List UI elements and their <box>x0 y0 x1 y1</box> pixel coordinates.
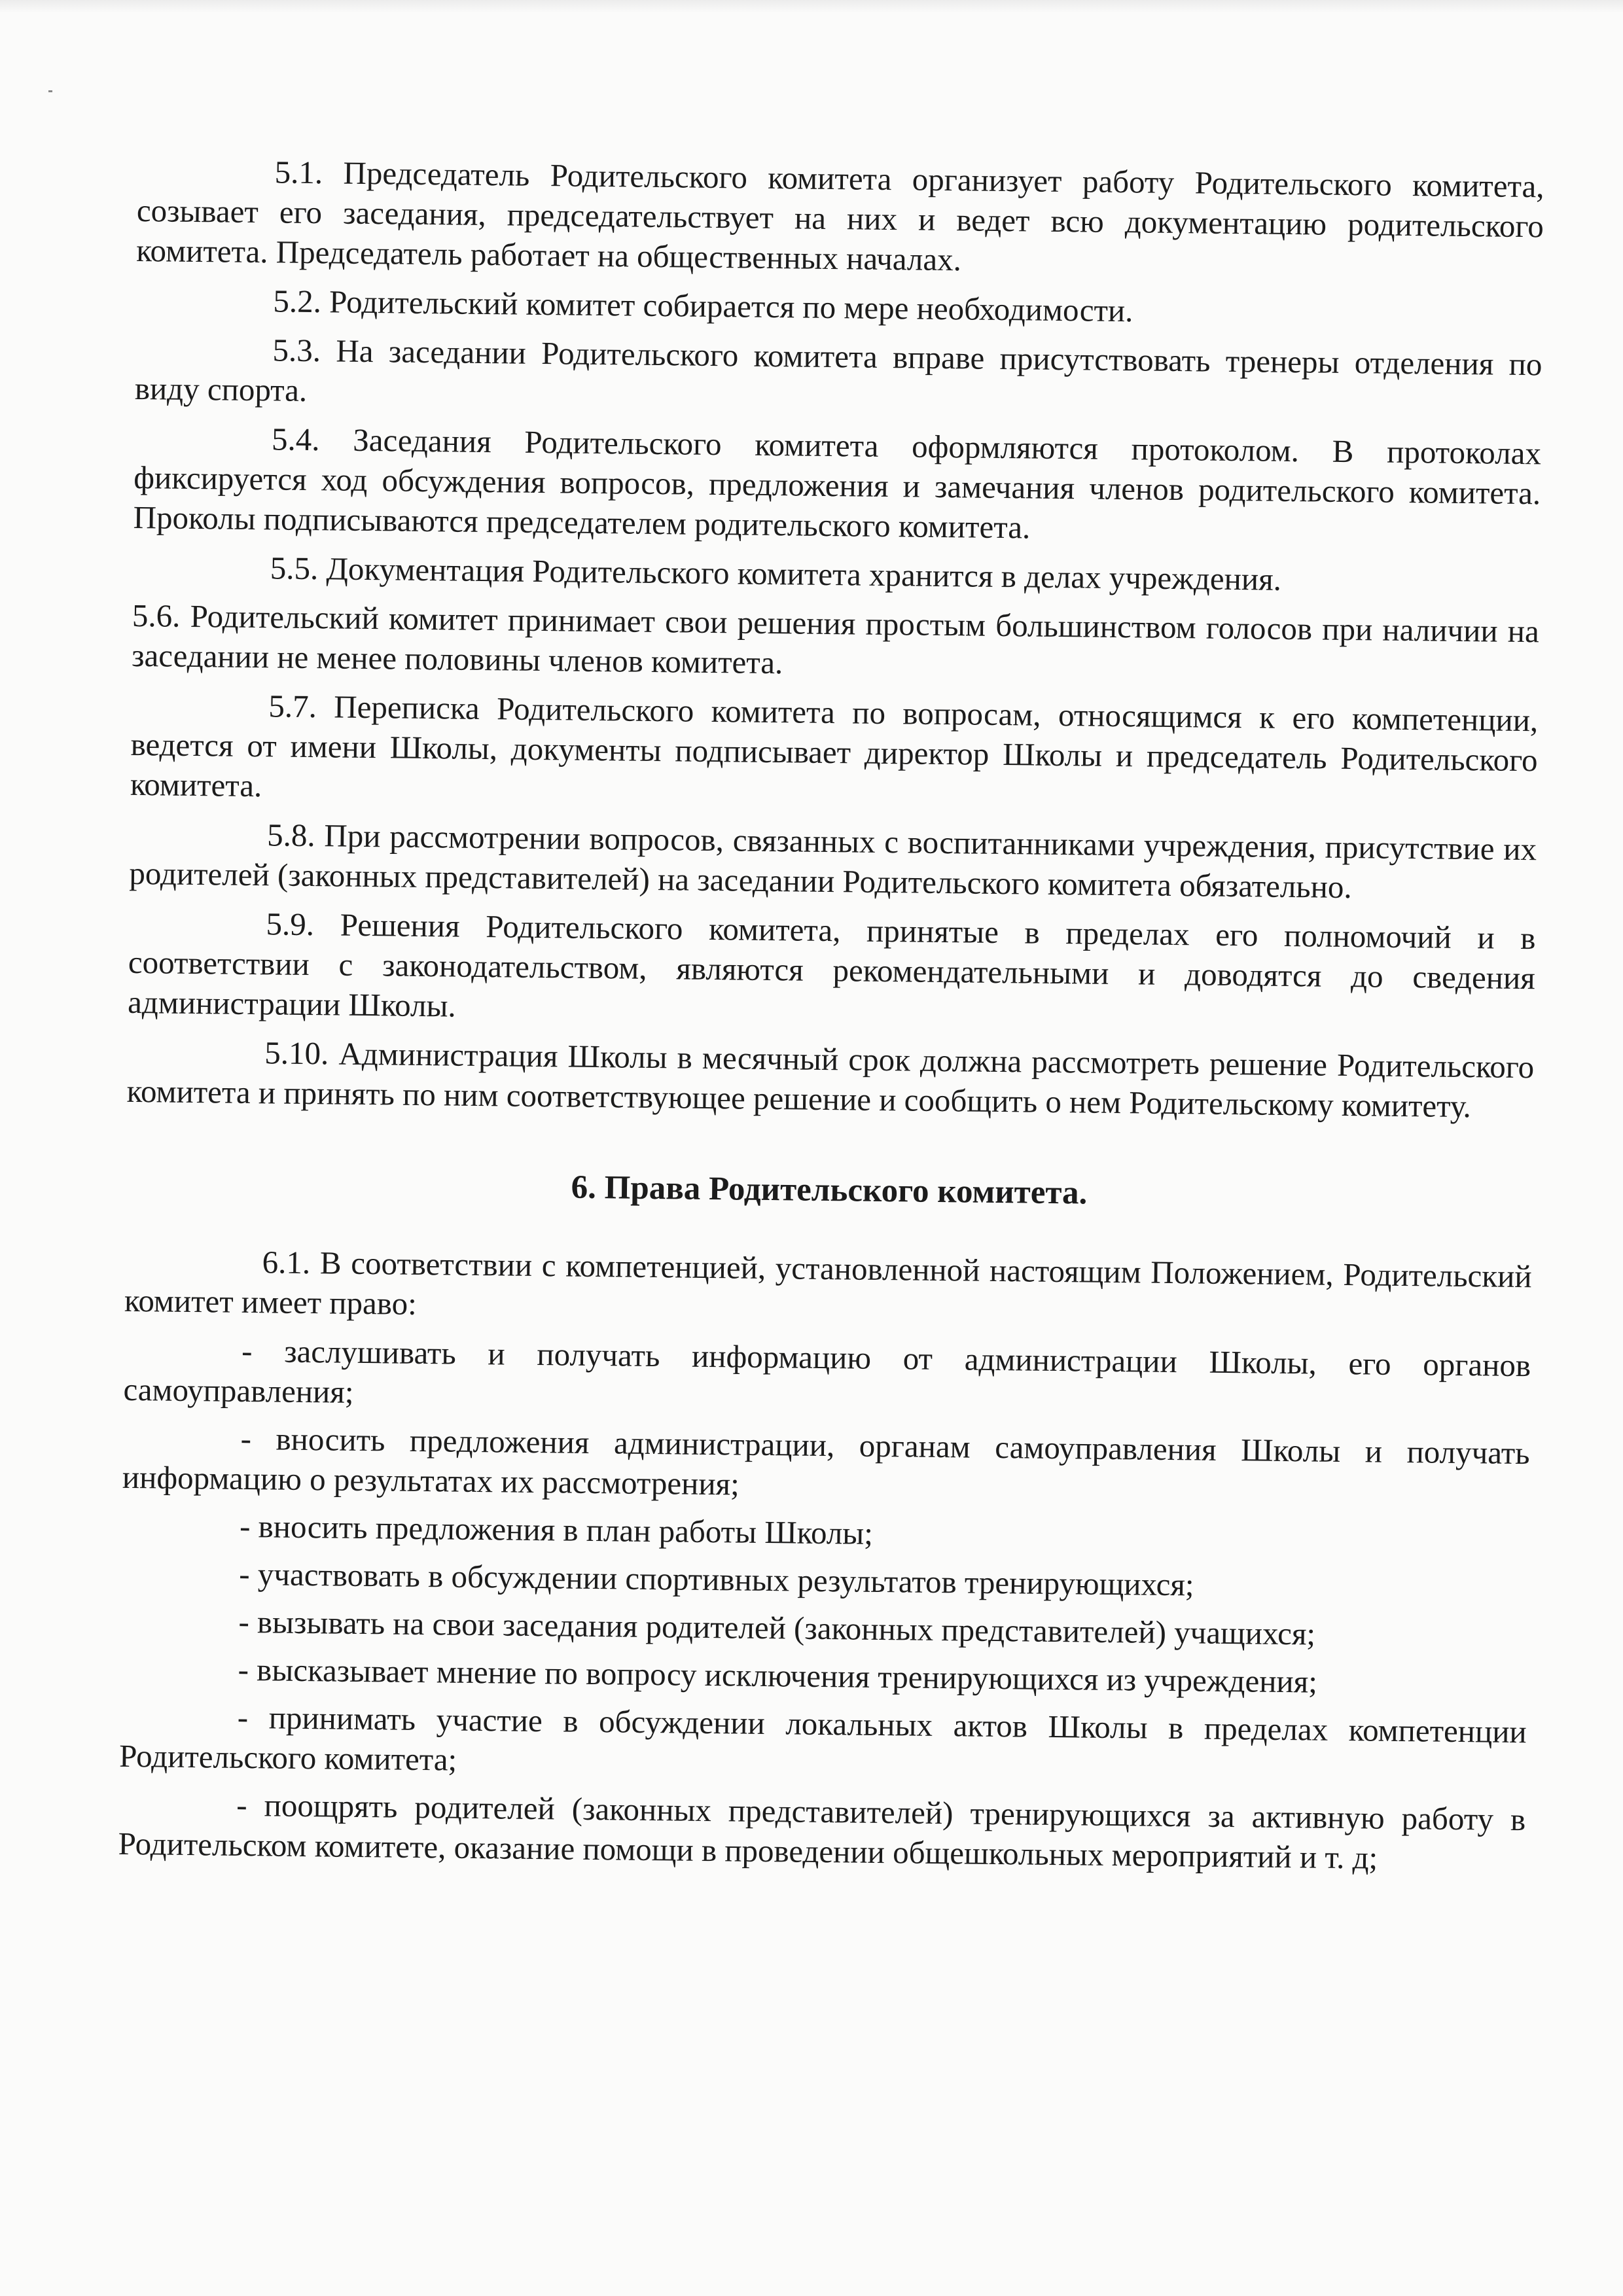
rights-list-item: - поощрять родителей (законных представителей) тренирующихся за активную работу в Родительском комитете, оказание помощи в проведении общешкольных мероприятий и т. д; <box>118 1786 1526 1876</box>
section-6-heading: 6. Права Родительского комитета. <box>571 1169 1088 1212</box>
paragraph-6-1: 6.1. В соответствии с компетенцией, установленной настоящим Положением, Родительский комитет имеет право: <box>124 1244 1532 1322</box>
paragraph-5-6: 5.6. Родительский комитет принимает свои решения простым большинством голосов при наличии на заседании не менее половины членов комитета. <box>131 597 1540 681</box>
paragraph-5-10: 5.10. Администрация Школы в месячный срок должна рассмотреть решение Родительского комитета и принять по ним соответствующее решение и сообщить о нем Родительскому комитету. <box>126 1034 1535 1125</box>
rights-list-item: - вносить предложения администрации, органам самоуправления Школы и получать информацию о результатах их рассмотрения; <box>122 1420 1530 1502</box>
paragraph-5-3: 5.3. На заседании Родительского комитета вправе присутствовать тренеры отделения по виду спорта. <box>134 332 1543 408</box>
paragraph-5-4: 5.4. Заседания Родительского комитета оформляются протоколом. В протоколах фиксируется ход обсуждения вопросов, предложения и замечания членов родительского комитета. Проколы подписываются председателем родительского комитета. <box>133 421 1542 546</box>
paragraph-5-8: 5.8. При рассмотрении вопросов, связанных с воспитанниками учреждения, присутствие их родителей (законных представителей) на заседании Родительского комитета обязательно. <box>129 817 1537 906</box>
paragraph-5-9: 5.9. Решения Родительского комитета, принятые в пределах его полномочий и в соответствии с законодательством, являются рекомендательными и доводятся до сведения администрации Школы. <box>127 906 1536 1024</box>
paragraph-5-7: 5.7. Переписка Родительского комитета по вопросам, относящимся к его компетенции, ведется от имени Школы, документы подписывает директор Школы и председатель Родительского комитета. <box>130 688 1539 804</box>
document-body <box>118 150 1544 1887</box>
paragraph-5-5: 5.5. Документация Родительского комитета хранится в делах учреждения. <box>270 550 1282 597</box>
rights-list-item: - высказывает мнение по вопросу исключения тренирующихся из учреждения; <box>238 1651 1318 1700</box>
paragraph-5-1: 5.1. Председатель Родительского комитета организует работу Родительского комитета, созывает его заседания, председательствует на них и ведет всю документацию родительского комитета. Председатель работает на общественных началах. <box>135 154 1544 278</box>
rights-list-item: - участвовать в обсуждении спортивных результатов тренирующихся; <box>239 1555 1194 1603</box>
scan-top-edge <box>0 0 1623 13</box>
rights-list-item: - принимать участие в обсуждении локальных актов Школы в пределах компетенции Родительского комитета; <box>118 1699 1527 1778</box>
rights-list-item: - заслушивать и получать информацию от администрации Школы, его органов самоуправления; <box>123 1332 1531 1410</box>
rights-list-item: - вызывать на свои заседания родителей (законных представителей) учащихся; <box>238 1603 1316 1652</box>
scan-speck <box>48 90 52 92</box>
rights-list-item: - вносить предложения в план работы Школы; <box>239 1508 874 1551</box>
paragraph-5-2: 5.2. Родительский комитет собирается по мере необходимости. <box>273 283 1133 329</box>
